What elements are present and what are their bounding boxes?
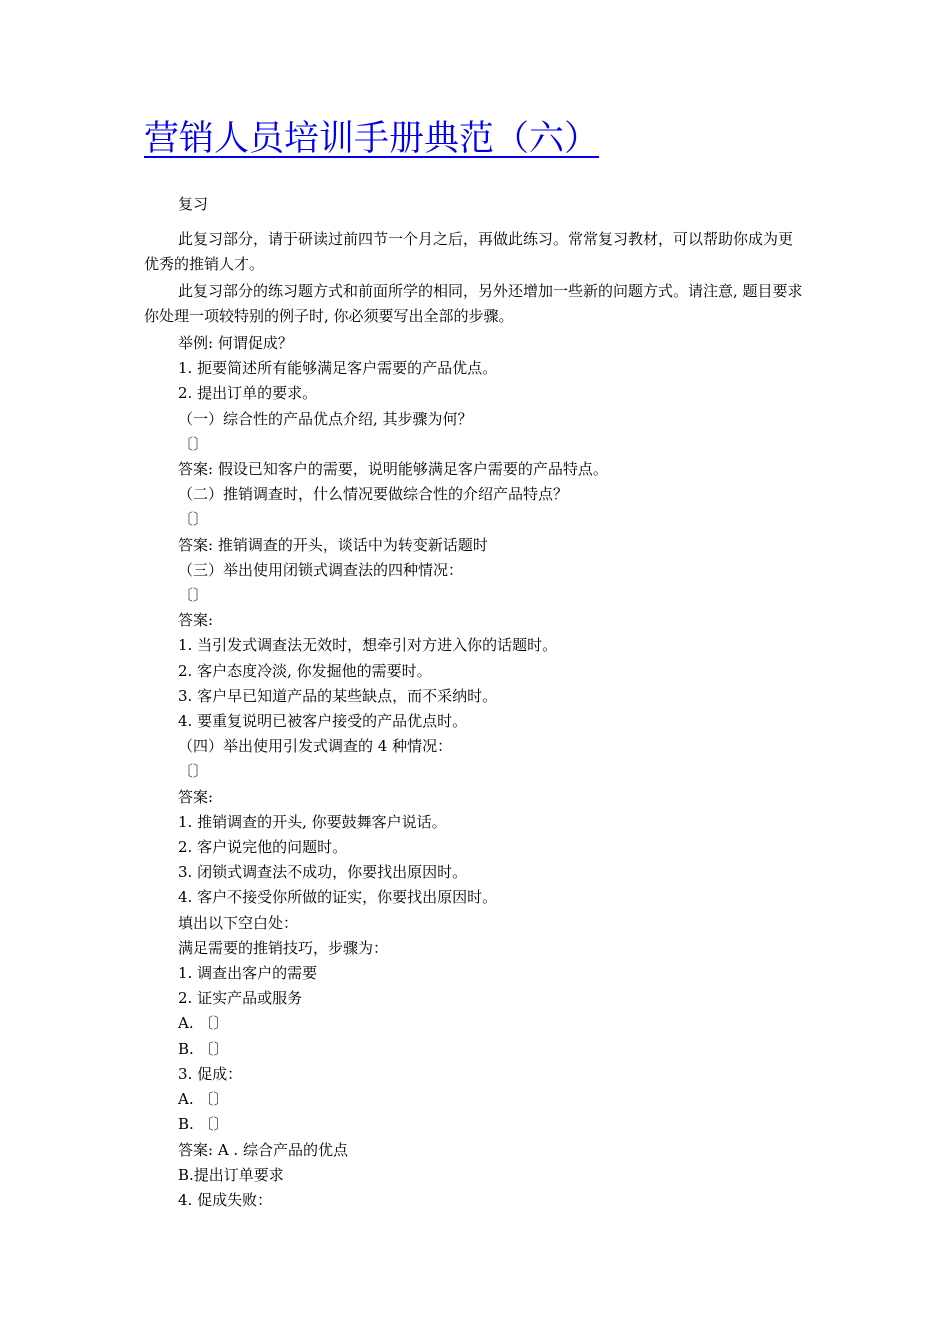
sub-item: A. 〔〕 [178,1014,229,1033]
instruction-line: 填出以下空白处： [178,913,299,932]
list-item: 2. 提出订单的要求。 [178,384,318,403]
intro-paragraph: 此复习部分的练习题方式和前面所学的相同，另外还增加一些新的问题方式。请注意, 题目要求你处理一项较特别的例子时, 你必须要写出全部的步骤。 [144,282,803,325]
list-item: 1. 当引发式调查法无效时，想牵引对方进入你的话题时。 [178,636,558,655]
list-item: 1. 扼要简述所有能够满足客户需要的产品优点。 [178,359,498,378]
question-line: （一）综合性的产品优点介绍, 其步骤为何？ [178,409,473,428]
blank-placeholder: 〔〕 [178,434,209,453]
list-item: 3. 闭锁式调查法不成功，你要找出原因时。 [178,863,468,882]
instruction-line: 满足需要的推销技巧，步骤为： [178,938,389,957]
document-body [144,192,804,1213]
example-line: 举例: 何谓促成？ [178,334,293,352]
sub-item: B. 〔〕 [178,1115,229,1134]
answer-line: 答案: 假设已知客户的需要，说明能够满足客户需要的产品特点。 [178,460,608,479]
answer-line: 答案: A . 综合产品的优点 [178,1140,348,1159]
title-link[interactable]: 营销人员培训手册典范（六） [144,119,600,159]
answer-line: 答案: 推销调查的开头，谈话中为转变新话题时 [178,535,488,554]
section-heading: 复习 [178,195,209,213]
list-item: 4. 促成失败： [178,1190,273,1209]
answer-label: 答案: [178,787,214,806]
list-item: 3. 促成： [178,1064,243,1083]
blank-placeholder: 〔〕 [178,762,209,781]
answer-line: B.提出订单要求 [178,1165,284,1184]
list-item: 3. 客户早已知道产品的某些缺点，而不采纳时。 [178,686,498,705]
list-item: 2. 客户态度冷淡, 你发掘他的需要时。 [178,661,432,680]
list-item: 1. 推销调查的开头, 你要鼓舞客户说话。 [178,812,447,831]
intro-paragraph: 此复习部分，请于研读过前四节一个月之后，再做此练习。常常复习教材，可以帮助你成为更优秀的推销人才。 [144,230,794,273]
blank-placeholder: 〔〕 [178,586,209,605]
question-line: （三）举出使用闭锁式调查法的四种情况： [178,560,464,579]
list-item: 4. 要重复说明已被客户接受的产品优点时。 [178,712,468,731]
sub-item: B. 〔〕 [178,1039,229,1058]
list-item: 2. 证实产品或服务 [178,989,303,1008]
blank-placeholder: 〔〕 [178,510,209,529]
sub-item: A. 〔〕 [178,1090,229,1109]
list-item: 2. 客户说完他的问题时。 [178,838,348,857]
list-item: 4. 客户不接受你所做的证实，你要找出原因时。 [178,888,498,907]
question-line: （二）推销调查时，什么情况要做综合性的介绍产品特点？ [178,485,569,504]
list-item: 1. 调查出客户的需要 [178,964,318,983]
document-title [144,118,599,160]
question-line: （四）举出使用引发式调查的 4 种情况： [178,737,453,756]
answer-label: 答案: [178,611,214,630]
